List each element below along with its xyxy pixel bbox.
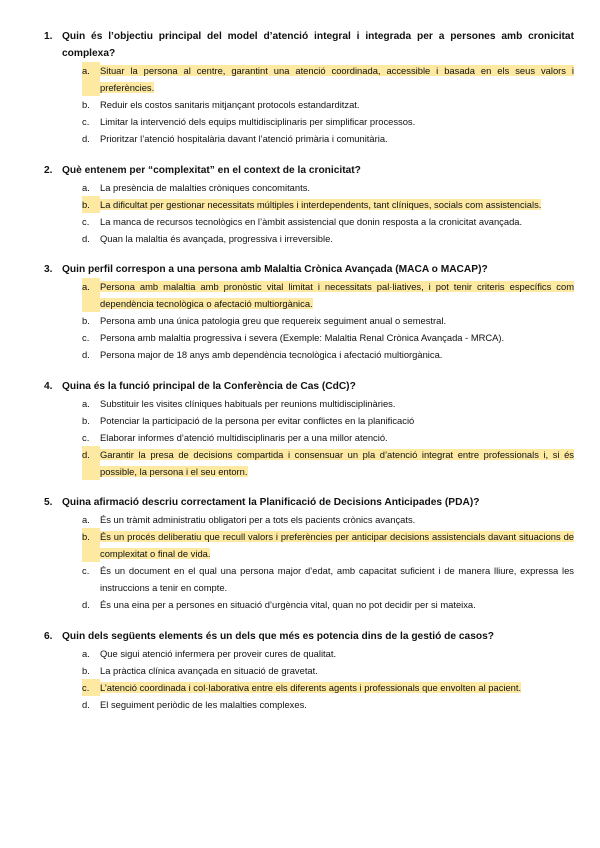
question-5 [34, 494, 574, 613]
option-item [82, 528, 574, 562]
option-text-wrap [100, 130, 574, 147]
option-text-wrap [100, 395, 574, 412]
option-text: Potenciar la participació de la persona per evitar conflictes en la planificació [100, 414, 415, 426]
option-text: Elaborar informes d’atenció multidisciplinaris per a una millor atenció. [100, 431, 388, 443]
quiz-list [34, 28, 574, 713]
option-item [82, 96, 574, 113]
option-letter: c. [82, 565, 90, 576]
option-text-wrap [100, 412, 574, 429]
question-6 [34, 628, 574, 713]
option-letter: a. [82, 397, 90, 409]
question-text: Quin perfil correspon a una persona amb Malaltia Crònica Avançada (MACA o MACAP)? [62, 264, 488, 275]
question-heading [34, 261, 574, 278]
option-text: Quan la malaltia és avançada, progressiva i irreversible. [100, 232, 333, 244]
option-item [82, 511, 574, 528]
highlighted-answer-text: La dificultat per gestionar necessitats múltiples i interdependents, tant clíniques, socials com assistencials. [100, 198, 542, 210]
options-list [34, 62, 574, 147]
question-1 [34, 28, 574, 147]
option-text-wrap [100, 596, 574, 613]
option-text-wrap [100, 528, 574, 562]
option-text: Persona major de 18 anys amb dependència tecnològica i afectació multiorgànica. [100, 349, 443, 360]
option-text-wrap [100, 96, 574, 113]
question-heading [34, 378, 574, 395]
option-text: La pràctica clínica avançada en situació de gravetat. [100, 664, 318, 676]
option-item [82, 679, 574, 696]
option-item [82, 230, 574, 247]
option-text-wrap [100, 230, 574, 247]
option-text-wrap [100, 446, 574, 480]
option-letter: b. [82, 528, 100, 562]
option-letter: c. [82, 215, 90, 227]
option-item [82, 395, 574, 412]
option-text: Que sigui atenció infermera per proveir cures de qualitat. [100, 647, 337, 659]
options-list [34, 645, 574, 713]
option-text-wrap [100, 329, 574, 346]
option-letter: a. [82, 62, 100, 96]
option-text-wrap [100, 278, 574, 312]
option-text-wrap [100, 346, 574, 363]
option-item [82, 278, 574, 312]
option-text: Persona amb una única patologia greu que requereix seguiment anual o semestral. [100, 315, 447, 326]
question-text: Quin és l’objectiu principal del model d’atenció integral i integrada per a persones amb cronicitat complexa? [62, 31, 574, 59]
option-text: És un tràmit administratiu obligatori per a tots els pacients crònics avançats. [100, 514, 416, 525]
option-letter: a. [82, 514, 90, 525]
option-item [82, 696, 574, 713]
option-letter: d. [82, 698, 90, 710]
option-letter: b. [82, 99, 90, 110]
highlighted-answer-text: Garantir la presa de decisions compartida i consensuar un pla d’atenció integrat entre professionals i, si és possible, la persona i el seu entorn. [100, 448, 574, 477]
option-text: És un document en el qual una persona major d’edat, amb capacitat suficient i de manera lliure, expressa les instruccions a tenir en compte. [100, 565, 574, 593]
option-text-wrap [100, 562, 574, 596]
option-letter: c. [82, 679, 100, 696]
option-text: Prioritzar l’atenció hospitalària davant l’atenció primària i comunitària. [100, 133, 388, 144]
highlighted-answer-text: Persona amb malaltia amb pronòstic vital limitat i necessitats pal·liatives, i pot tenir criteris específics com dependència tecnològica o afectació multiorgànica. [100, 281, 574, 309]
option-text: La manca de recursos tecnològics en l’àmbit assistencial que donin resposta a la cronicitat avançada. [100, 215, 523, 227]
option-text: La presència de malalties cròniques concomitants. [100, 181, 311, 193]
option-letter: d. [82, 232, 90, 244]
option-letter: c. [82, 116, 90, 127]
option-text: Substituir les visites clíniques habituals per reunions multidisciplinàries. [100, 397, 396, 409]
question-heading [34, 162, 574, 179]
question-text: Quina és la funció principal de la Conferència de Cas (CdC)? [62, 380, 356, 392]
question-text: Què entenem per “complexitat” en el context de la cronicitat? [62, 164, 361, 176]
option-item [82, 596, 574, 613]
question-number: 2. [44, 164, 53, 176]
question-text: Quin dels següents elements és un dels que més es potencia dins de la gestió de casos? [62, 630, 494, 642]
options-list [34, 179, 574, 247]
option-letter: b. [82, 664, 90, 676]
option-text: Limitar la intervenció dels equips multidisciplinaris per simplificar processos. [100, 116, 416, 127]
question-heading [34, 28, 574, 62]
option-text-wrap [100, 511, 574, 528]
option-item [82, 562, 574, 596]
options-list [34, 511, 574, 613]
option-letter: d. [82, 349, 90, 360]
question-text: Quina afirmació descriu correctament la Planificació de Decisions Anticipades (PDA)? [62, 497, 480, 508]
option-item [82, 645, 574, 662]
question-4 [34, 378, 574, 480]
option-text-wrap [100, 196, 574, 213]
option-item [82, 196, 574, 213]
option-text-wrap [100, 62, 574, 96]
question-number: 3. [44, 264, 53, 275]
question-heading [34, 494, 574, 511]
option-letter: c. [82, 332, 90, 343]
option-item [82, 179, 574, 196]
question-2 [34, 162, 574, 247]
option-text: Reduir els costos sanitaris mitjançant protocols estandarditzat. [100, 99, 360, 110]
option-text: El seguiment periòdic de les malalties complexes. [100, 698, 307, 710]
options-list [34, 278, 574, 363]
option-item [82, 446, 574, 480]
option-item [82, 312, 574, 329]
option-letter: d. [82, 599, 90, 610]
option-text-wrap [100, 662, 574, 679]
option-item [82, 113, 574, 130]
highlighted-answer-text: Situar la persona al centre, garantint una atenció coordinada, accessible i basada en els seus valors i preferències. [100, 65, 574, 93]
highlighted-answer-text: És un procés deliberatiu que recull valors i preferències per anticipar decisions assistencials davant situacions de complexitat o final de vida. [100, 531, 574, 559]
option-item [82, 346, 574, 363]
option-text: Persona amb malaltia progressiva i severa (Exemple: Malaltia Renal Crònica Avançada - MRCA). [100, 332, 505, 343]
option-letter: c. [82, 431, 90, 443]
option-text-wrap [100, 429, 574, 446]
highlighted-answer-text: L’atenció coordinada i col·laborativa entre els diferents agents i professionals que envolten al pacient. [100, 681, 522, 693]
question-3 [34, 261, 574, 363]
options-list [34, 395, 574, 480]
question-heading [34, 628, 574, 645]
option-item [82, 429, 574, 446]
option-item [82, 130, 574, 147]
option-text-wrap [100, 113, 574, 130]
option-letter: d. [82, 446, 100, 480]
option-letter: b. [82, 315, 90, 326]
option-text-wrap [100, 645, 574, 662]
option-letter: b. [82, 196, 100, 213]
option-item [82, 329, 574, 346]
option-item [82, 412, 574, 429]
option-item [82, 662, 574, 679]
option-text-wrap [100, 312, 574, 329]
question-number: 1. [44, 31, 53, 42]
option-text-wrap [100, 179, 574, 196]
option-item [82, 213, 574, 230]
option-letter: a. [82, 181, 90, 193]
option-letter: b. [82, 414, 90, 426]
option-text: És una eina per a persones en situació d’urgència vital, quan no pot decidir per si mateixa. [100, 599, 476, 610]
option-text-wrap [100, 679, 574, 696]
option-text-wrap [100, 696, 574, 713]
option-letter: a. [82, 278, 100, 312]
option-text-wrap [100, 213, 574, 230]
question-number: 6. [44, 630, 53, 642]
option-item [82, 62, 574, 96]
option-letter: a. [82, 647, 90, 659]
option-letter: d. [82, 133, 90, 144]
question-number: 5. [44, 497, 53, 508]
question-number: 4. [44, 380, 53, 392]
